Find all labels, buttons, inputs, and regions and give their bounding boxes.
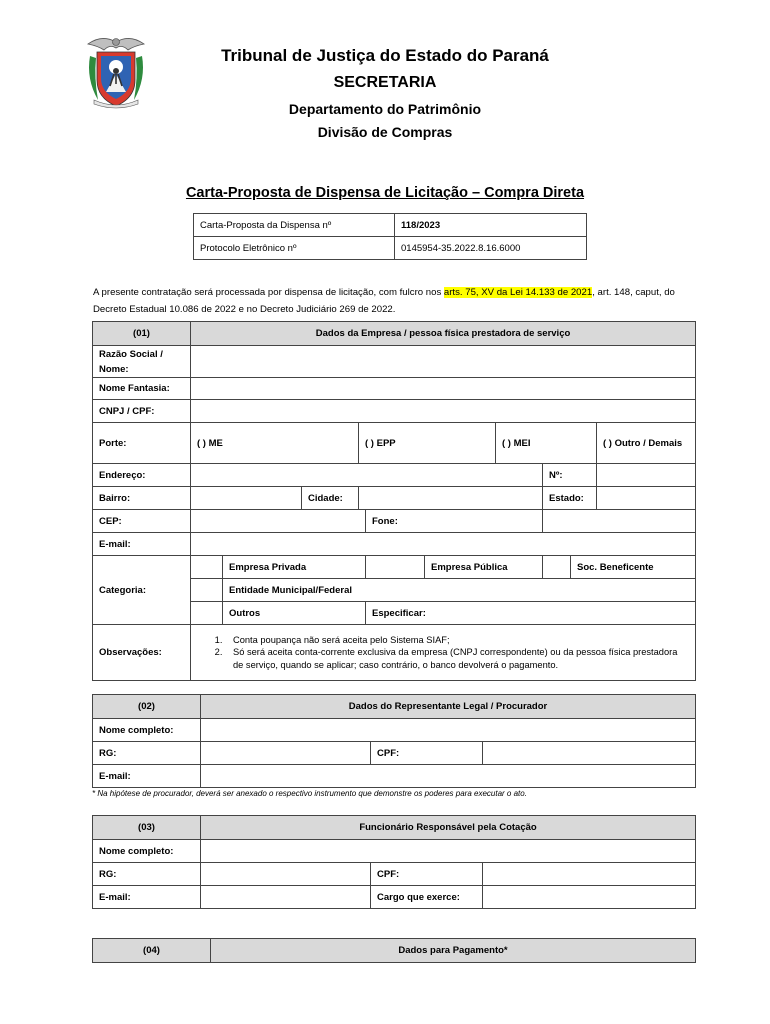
- proposal-number-value: 118/2023: [395, 214, 587, 237]
- address-field[interactable]: [191, 464, 543, 487]
- company-name-label: Razão Social / Nome:: [93, 346, 191, 378]
- document-title-text: Carta-Proposta de Dispensa de Licitação – Compra Direta: [185, 185, 585, 201]
- legal-basis-text-end: , art. 148, caput, do Decreto Estadual 10.086 de 2022 e no Decreto Judiciário 269 de 2022.: [93, 287, 675, 315]
- observations-list: [191, 625, 696, 681]
- section-01-title: Dados da Empresa / pessoa física prestadora de serviço: [191, 322, 696, 346]
- category-label: Categoria:: [93, 556, 191, 625]
- category-public-label: Empresa Pública: [425, 556, 543, 579]
- company-name-field[interactable]: [191, 346, 696, 378]
- company-data-table: [92, 321, 696, 681]
- size-option-other[interactable]: ( ) Outro / Demais: [597, 423, 696, 464]
- size-option-epp[interactable]: ( ) EPP: [359, 423, 496, 464]
- category-others-label: Outros: [223, 602, 366, 625]
- section-03-title: Funcionário Responsável pela Cotação: [201, 816, 696, 840]
- phone-label: Fone:: [366, 510, 543, 533]
- staff-role-label: Cargo que exerce:: [371, 886, 483, 909]
- category-private-checkbox[interactable]: [191, 556, 223, 579]
- legal-basis-paragraph: [93, 284, 693, 318]
- section-01-number: (01): [93, 322, 191, 346]
- category-others-checkbox[interactable]: [191, 602, 223, 625]
- quote-responsible-table: [92, 815, 696, 909]
- staff-full-name-field[interactable]: [201, 840, 696, 863]
- address-label: Endereço:: [93, 464, 191, 487]
- district-field[interactable]: [191, 487, 302, 510]
- secretariat-heading: SECRETARIA: [333, 74, 437, 91]
- staff-email-label: E-mail:: [93, 886, 201, 909]
- email-field[interactable]: [191, 533, 696, 556]
- section-02-number: (02): [93, 695, 201, 719]
- document-title: [0, 185, 770, 201]
- address-number-label: Nº:: [543, 464, 597, 487]
- state-field[interactable]: [597, 487, 696, 510]
- rep-rg-field[interactable]: [201, 742, 371, 765]
- section-04-title: Dados para Pagamento*: [211, 939, 696, 963]
- section-02-title: Dados do Representante Legal / Procurador: [201, 695, 696, 719]
- category-entity-label: Entidade Municipal/Federal: [223, 579, 696, 602]
- category-public-checkbox[interactable]: [366, 556, 425, 579]
- staff-cpf-field[interactable]: [483, 863, 696, 886]
- staff-email-field[interactable]: [201, 886, 371, 909]
- legal-basis-highlight: arts. 75, XV da Lei 14.133 de 2021: [443, 287, 593, 298]
- cnpj-cpf-field[interactable]: [191, 400, 696, 423]
- size-option-me[interactable]: ( ) ME: [191, 423, 359, 464]
- protocol-number-label: Protocolo Eletrônico nº: [194, 237, 395, 260]
- section-03-number: (03): [93, 816, 201, 840]
- staff-rg-label: RG:: [93, 863, 201, 886]
- phone-field[interactable]: [543, 510, 696, 533]
- legal-basis-text-start: A presente contratação será processada por dispensa de licitação, com fulcro nos: [93, 287, 444, 298]
- observation-item: 2. Só será aceita conta-corrente exclusiva da empresa (CNPJ correspondente) ou da pessoa física prestadora de serviço, quando se aplicar; caso contrário, o banco devolverá o pagamento.: [225, 646, 689, 671]
- protocol-number-value: 0145954-35.2022.8.16.6000: [395, 237, 587, 260]
- staff-cpf-label: CPF:: [371, 863, 483, 886]
- address-number-field[interactable]: [597, 464, 696, 487]
- observation-item: 1. Conta poupança não será aceita pelo Sistema SIAF;: [225, 634, 689, 647]
- rep-rg-label: RG:: [93, 742, 201, 765]
- category-charity-label: Soc. Beneficente: [571, 556, 696, 579]
- city-field[interactable]: [359, 487, 543, 510]
- district-label: Bairro:: [93, 487, 191, 510]
- category-entity-checkbox[interactable]: [191, 579, 223, 602]
- size-option-mei[interactable]: ( ) MEI: [496, 423, 597, 464]
- zip-field[interactable]: [191, 510, 366, 533]
- email-label: E-mail:: [93, 533, 191, 556]
- trade-name-label: Nome Fantasia:: [93, 378, 191, 400]
- staff-rg-field[interactable]: [201, 863, 371, 886]
- observations-label: Observações:: [93, 625, 191, 681]
- rep-cpf-field[interactable]: [483, 742, 696, 765]
- division-heading: Divisão de Compras: [317, 124, 453, 140]
- payment-data-table: [92, 938, 696, 963]
- proposal-number-label: Carta-Proposta da Dispensa nº: [194, 214, 395, 237]
- city-label: Cidade:: [302, 487, 359, 510]
- rep-full-name-field[interactable]: [201, 719, 696, 742]
- proxy-note: * Na hipótese de procurador, deverá ser anexado o respectivo instrumento que demonstre os poderes para executar o ato.: [92, 789, 527, 798]
- rep-cpf-label: CPF:: [371, 742, 483, 765]
- legal-representative-table: [92, 694, 696, 788]
- staff-full-name-label: Nome completo:: [93, 840, 201, 863]
- staff-role-field[interactable]: [483, 886, 696, 909]
- category-specify-field[interactable]: Especificar:: [366, 602, 696, 625]
- zip-label: CEP:: [93, 510, 191, 533]
- category-private-label: Empresa Privada: [223, 556, 366, 579]
- category-charity-checkbox[interactable]: [543, 556, 571, 579]
- rep-email-label: E-mail:: [93, 765, 201, 788]
- state-label: Estado:: [543, 487, 597, 510]
- rep-full-name-label: Nome completo:: [93, 719, 201, 742]
- section-04-number: (04): [93, 939, 211, 963]
- court-name-heading: Tribunal de Justiça do Estado do Paraná: [221, 46, 549, 65]
- department-heading: Departamento do Patrimônio: [288, 101, 482, 117]
- rep-email-field[interactable]: [201, 765, 696, 788]
- proposal-info-table: [193, 213, 587, 260]
- trade-name-field[interactable]: [191, 378, 696, 400]
- size-label: Porte:: [93, 423, 191, 464]
- cnpj-cpf-label: CNPJ / CPF:: [93, 400, 191, 423]
